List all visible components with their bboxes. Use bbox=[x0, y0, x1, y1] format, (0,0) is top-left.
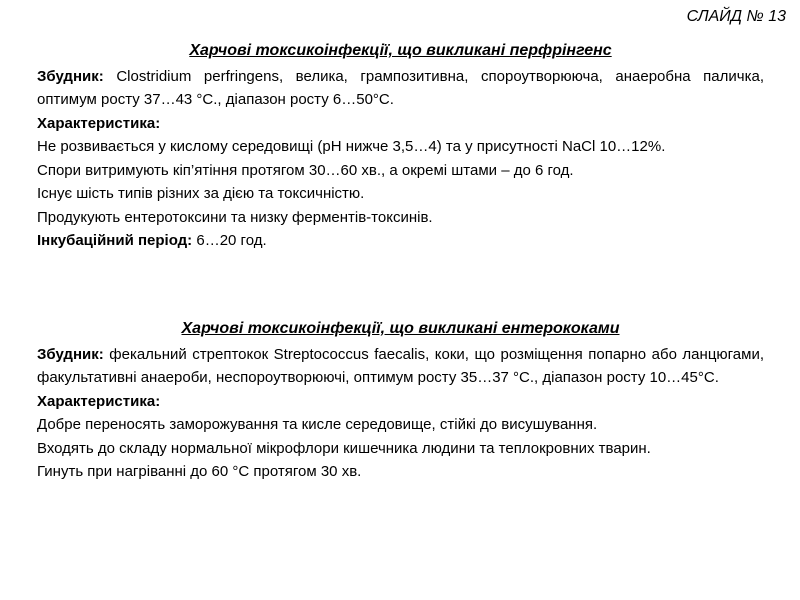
section-enterococci bbox=[37, 317, 764, 484]
pathogen-paragraph bbox=[37, 65, 764, 112]
characteristic-item: Входять до складу нормальної мікрофлори кишечника людини та теплокровних тварин. bbox=[37, 439, 651, 457]
pathogen-text: фекальний стрептокок Streptococcus faecalis, коки, що розміщення попарно або ланцюгами, факультативні анаероби, неспороутворюючі, оптимум росту 35…37 °С., діапазон росту 10…45°С. bbox=[37, 345, 764, 386]
characteristic-item: Добре переносять заморожування та кисле середовище, стійкі до висушування. bbox=[37, 416, 598, 433]
section-title: Харчові токсикоінфекції, що викликані перфрінгенс bbox=[189, 42, 612, 59]
incubation-paragraph bbox=[37, 229, 764, 253]
pathogen-paragraph bbox=[37, 343, 764, 390]
pathogen-label: Збудник: bbox=[37, 345, 104, 363]
section-title: Харчові токсикоінфекції, що викликані ентерококами bbox=[181, 320, 620, 337]
characteristics-label: Характеристика: bbox=[37, 392, 161, 410]
characteristics-label: Характеристика: bbox=[37, 114, 161, 132]
characteristic-item: Спори витримують кіп’ятіння протягом 30…60 хв., а окремі штами – до 6 год. bbox=[37, 161, 574, 179]
characteristic-item: Не розвивається у кислому середовищі (рН нижче 3,5…4) та у присутності NaCl 10…12%. bbox=[37, 138, 666, 155]
section-perfringens bbox=[37, 39, 764, 253]
characteristic-item: Існує шість типів різних за дією та токсичністю. bbox=[37, 185, 365, 202]
pathogen-text: Clostridium perfringens, велика, грампозитивна, спороутворююча, анаеробна паличка, оптимум росту 37…43 °С., діапазон росту 6…50°С. bbox=[37, 67, 764, 108]
pathogen-label: Збудник: bbox=[37, 67, 104, 85]
characteristic-item: Продукують ентеротоксини та низку ферментів-токсинів. bbox=[37, 208, 433, 226]
slide-number: СЛАЙД № 13 bbox=[686, 8, 786, 25]
incubation-label: Інкубаційний період: bbox=[37, 232, 193, 249]
characteristic-item: Гинуть при нагріванні до 60 °С протягом 30 хв. bbox=[37, 463, 362, 480]
incubation-text: 6…20 год. bbox=[192, 232, 267, 249]
